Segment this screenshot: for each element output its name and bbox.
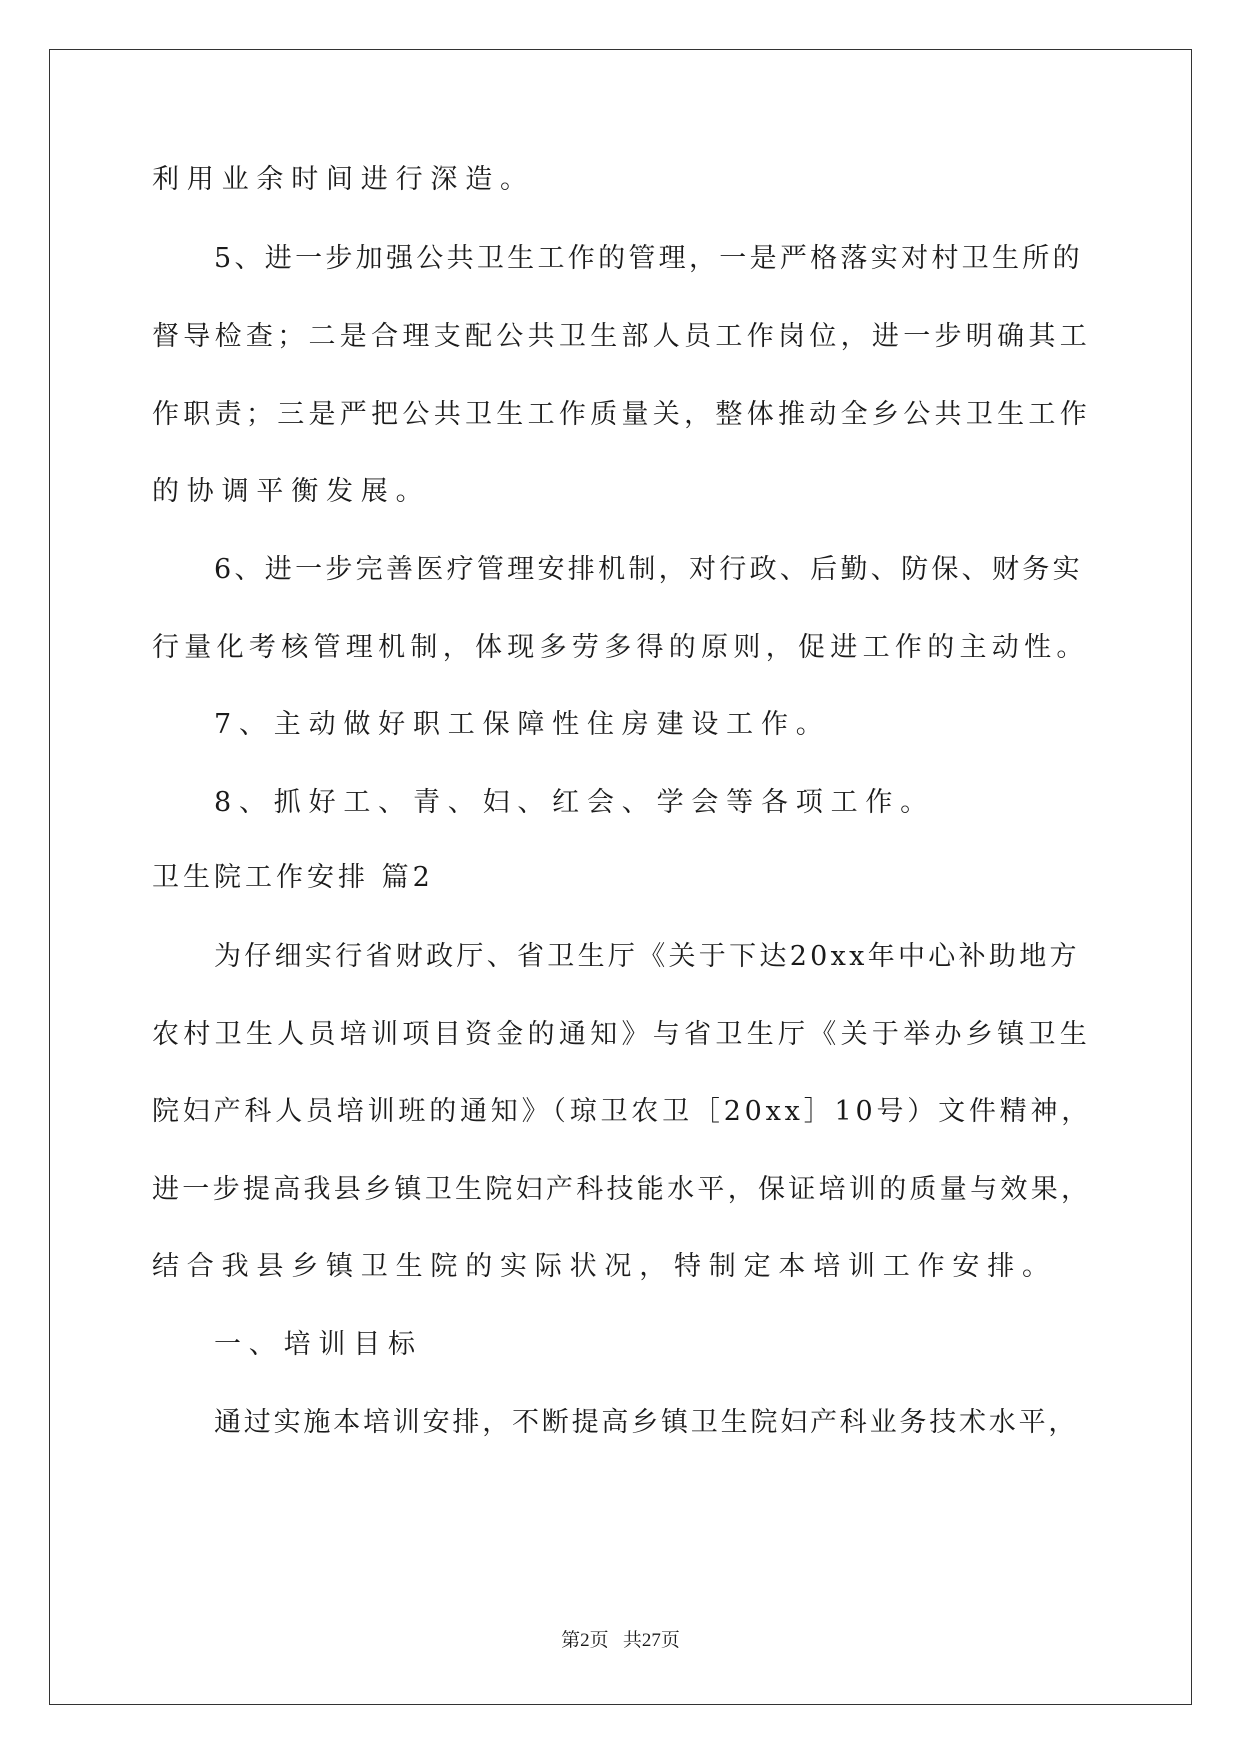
subsection-heading: 一、培训目标 <box>214 1329 423 1360</box>
paragraph-line: 督导检查；二是合理支配公共卫生部人员工作岗位，进一步明确其工 <box>152 321 1091 352</box>
paragraph-line: 结合我县乡镇卫生院的实际状况，特制定本培训工作安排。 <box>152 1251 1057 1282</box>
paragraph-line: 行量化考核管理机制，体现多劳多得的原则，促进工作的主动性。 <box>152 632 1089 663</box>
paragraph-line: 农村卫生人员培训项目资金的通知》与省卫生厅《关于举办乡镇卫生 <box>152 1019 1091 1050</box>
paragraph-line: 进一步提高我县乡镇卫生院妇产科技能水平，保证培训的质量与效果， <box>152 1174 1092 1205</box>
paragraph-line: 8、抓好工、青、妇、红会、学会等各项工作。 <box>214 787 935 818</box>
paragraph-line: 利用业余时间进行深造。 <box>152 164 535 195</box>
paragraph-line: 5、进一步加强公共卫生工作的管理，一是严格落实对村卫生所的 <box>214 243 1083 274</box>
paragraph-line: 的协调平衡发展。 <box>152 476 431 507</box>
paragraph-line: 院妇产科人员培训班的通知》（琼卫农卫［20xx］10号）文件精神， <box>152 1096 1093 1127</box>
paragraph-line: 作职责；三是严把公共卫生工作质量关，整体推动全乡公共卫生工作 <box>152 399 1091 430</box>
page-number: 第2页 <box>561 1630 609 1651</box>
page-total: 共27页 <box>622 1630 680 1651</box>
paragraph-line: 7、主动做好职工保障性住房建设工作。 <box>214 709 831 740</box>
page-footer <box>0 1625 1241 1652</box>
paragraph-line: 6、进一步完善医疗管理安排机制，对行政、后勤、防保、财务实 <box>214 554 1083 585</box>
section-heading: 卫生院工作安排 篇2 <box>152 862 434 893</box>
paragraph-line: 为仔细实行省财政厅、省卫生厅《关于下达20xx年中心补助地方 <box>214 941 1080 972</box>
paragraph-line: 通过实施本培训安排，不断提高乡镇卫生院妇产科业务技术水平， <box>214 1407 1079 1438</box>
